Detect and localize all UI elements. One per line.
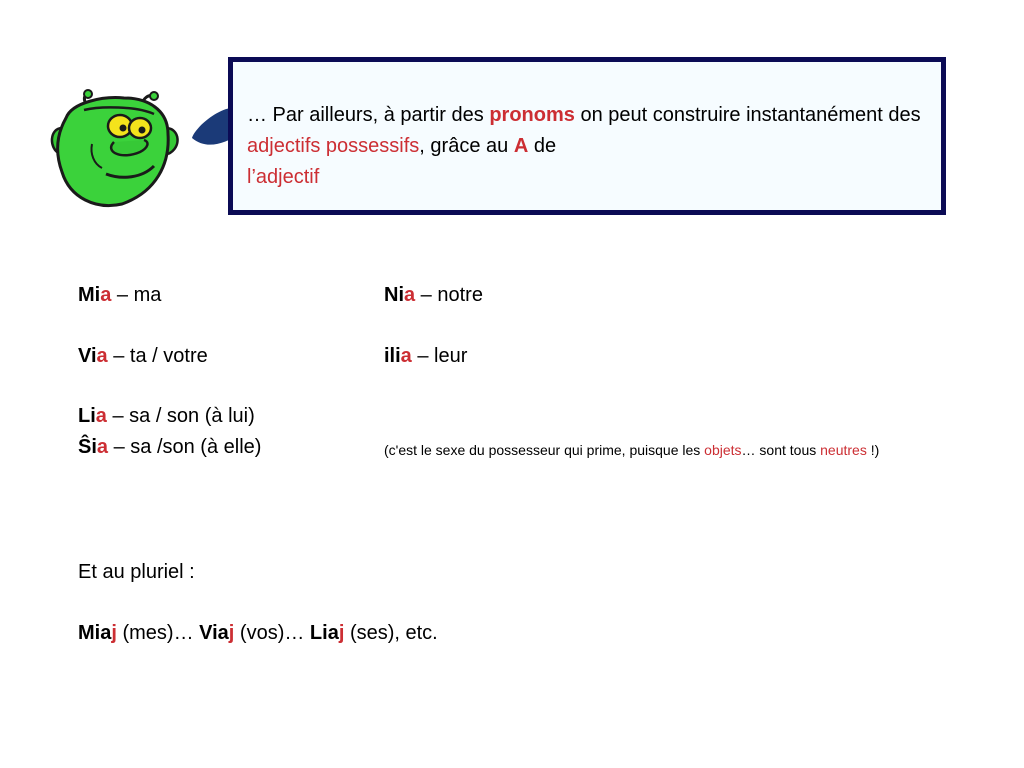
ending: j xyxy=(111,622,117,644)
callout-part-4: de xyxy=(528,135,557,157)
note-part-2: … sont tous xyxy=(741,442,821,458)
pronoun-row-via xyxy=(78,344,208,368)
ending: j xyxy=(228,622,235,644)
callout-pronoms: pronoms xyxy=(489,104,575,126)
callout-part-2: on peut construire instantanément des xyxy=(574,104,921,126)
ending: a xyxy=(95,405,107,427)
stem: Lia xyxy=(309,622,339,644)
note-part-1: (c'est le sexe du possesseur qui prime, puisque les xyxy=(384,442,705,458)
note-objets: objets xyxy=(704,442,742,458)
meaning: (ses), etc. xyxy=(344,622,438,644)
stem: Li xyxy=(78,405,96,427)
callout-box xyxy=(228,57,946,215)
pronoun-row-nia xyxy=(384,283,483,307)
meaning: – ta / votre xyxy=(107,345,208,367)
callout-part-3: , grâce au xyxy=(419,135,514,157)
ending: a xyxy=(96,436,109,458)
pronoun-row-mia xyxy=(78,283,161,307)
pronoun-row-lia xyxy=(78,404,255,428)
plural-examples xyxy=(78,621,438,645)
stem: Mi xyxy=(78,284,101,306)
callout-adjectifs: adjectifs possessifs xyxy=(247,135,420,157)
meaning: (mes)… xyxy=(116,622,200,644)
stem: Via xyxy=(199,622,229,644)
meaning: – sa / son (à lui) xyxy=(106,405,255,427)
meaning: – sa /son (à elle) xyxy=(108,436,262,458)
callout-a-letter: A xyxy=(513,135,529,157)
note-part-3: !) xyxy=(866,442,880,458)
meaning: – leur xyxy=(411,345,468,367)
plural-heading: Et au pluriel : xyxy=(78,561,195,583)
stem: Vi xyxy=(78,345,97,367)
stem: Mia xyxy=(78,622,112,644)
meaning: – notre xyxy=(415,284,483,306)
green-alien-face-icon xyxy=(44,88,244,218)
ending: a xyxy=(404,284,416,306)
stem: Ni xyxy=(384,284,404,306)
stem: Ŝi xyxy=(78,436,97,458)
gender-note xyxy=(384,441,879,459)
stem: ili xyxy=(384,345,401,367)
callout-part-1: … Par ailleurs, à partir des xyxy=(247,104,490,126)
ending: j xyxy=(338,622,345,644)
meaning: – ma xyxy=(111,284,162,306)
pronoun-row-ilia xyxy=(384,344,467,368)
meaning: (vos)… xyxy=(234,622,310,644)
callout-text xyxy=(247,100,927,193)
ending: a xyxy=(96,345,108,367)
callout-adjectif: l’adjectif xyxy=(247,166,320,188)
note-neutres: neutres xyxy=(820,442,867,458)
pronoun-row-sxia xyxy=(78,435,261,459)
ending: a xyxy=(100,284,112,306)
ending: a xyxy=(400,345,412,367)
